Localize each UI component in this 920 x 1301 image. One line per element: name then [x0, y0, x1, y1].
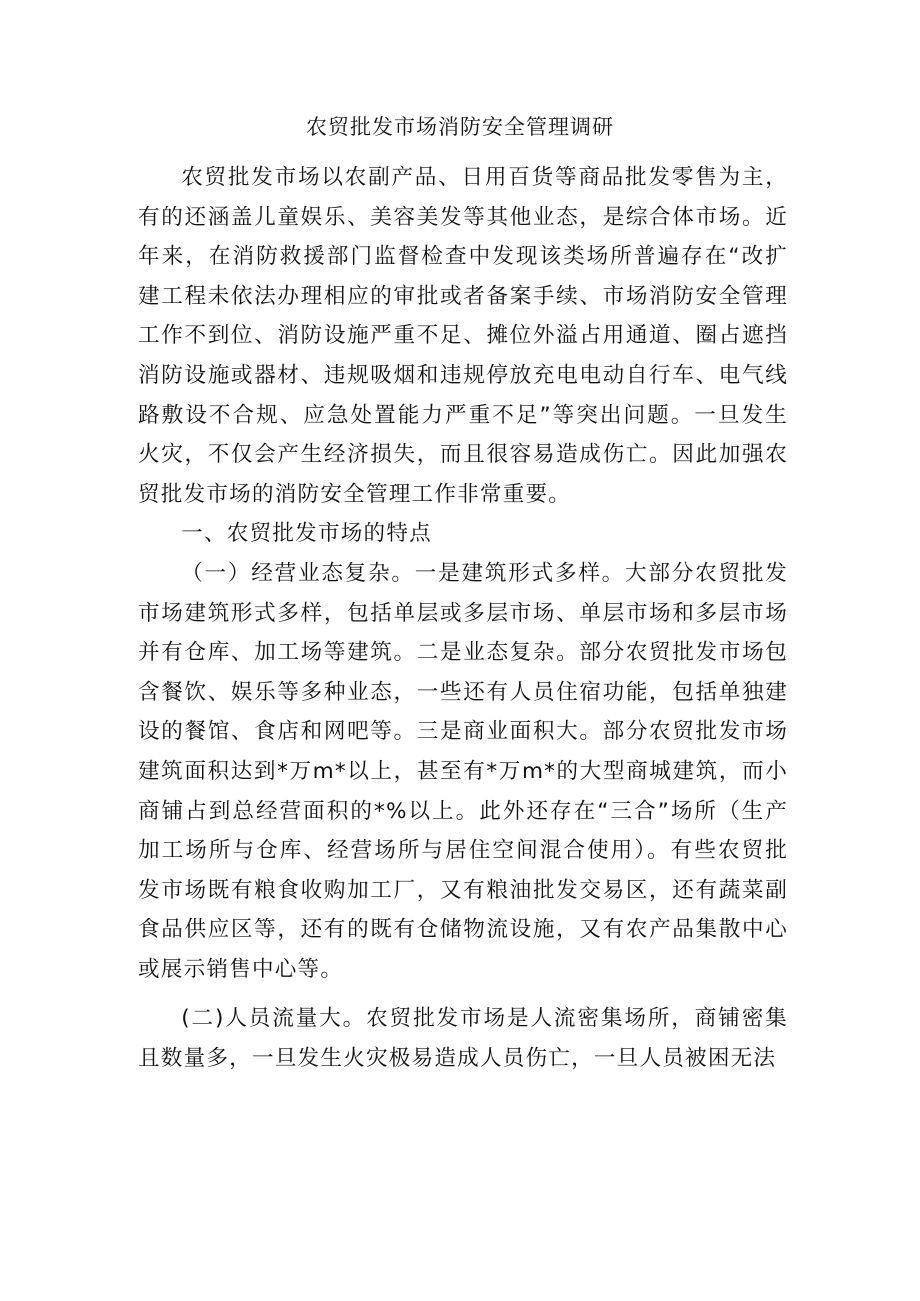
- document-body: [138, 158, 788, 1079]
- paragraph-intro: 农贸批发市场以农副产品、日用百货等商品批发零售为主，有的还涵盖儿童娱乐、美容美发等其他业态，是综合体市场。近年来，在消防救援部门监督检查中发现该类场所普遍存在“改扩建工程未依法办理相应的审批或者备案手续、市场消防安全管理工作不到位、消防设施严重不足、摊位外溢占用通道、圈占遮挡消防设施或器材、违规吸烟和违规停放充电电动自行车、电气线路敷设不合规、应急处置能力严重不足”等突出问题。一旦发生火灾，不仅会产生经济损失，而且很容易造成伤亡。因此加强农贸批发市场的消防安全管理工作非常重要。: [138, 165, 788, 507]
- paragraph-people-flow: (二)人员流量大。农贸批发市场是人流密集场所，商铺密集且数量多，一旦发生火灾极易造成人员伤亡，一旦人员被困无法: [138, 1006, 788, 1072]
- paragraph-business-formats: （一）经营业态复杂。一是建筑形式多样。大部分农贸批发市场建筑形式多样，包括单层或多层市场、单层市场和多层市场并有仓库、加工场等建筑。二是业态复杂。部分农贸批发市场包含餐饮、娱乐等多种业态，一些还有人员住宿功能，包括单独建设的餐馆、食店和网吧等。三是商业面积大。部分农贸批发市场建筑面积达到*万m*以上，甚至有*万m*的大型商城建筑，而小商铺占到总经营面积的*%以上。此外还存在“三合”场所（生产加工场所与仓库、经营场所与居住空间混合使用）。有些农贸批发市场既有粮食收购加工厂，又有粮油批发交易区，还有蔬菜副食品供应区等，还有的既有仓储物流设施，又有农产品集散中心或展示销售中心等。: [138, 560, 788, 982]
- section-heading-1: 一、农贸批发市场的特点: [181, 521, 432, 547]
- document-title: 农贸批发市场消防安全管理调研: [306, 115, 614, 139]
